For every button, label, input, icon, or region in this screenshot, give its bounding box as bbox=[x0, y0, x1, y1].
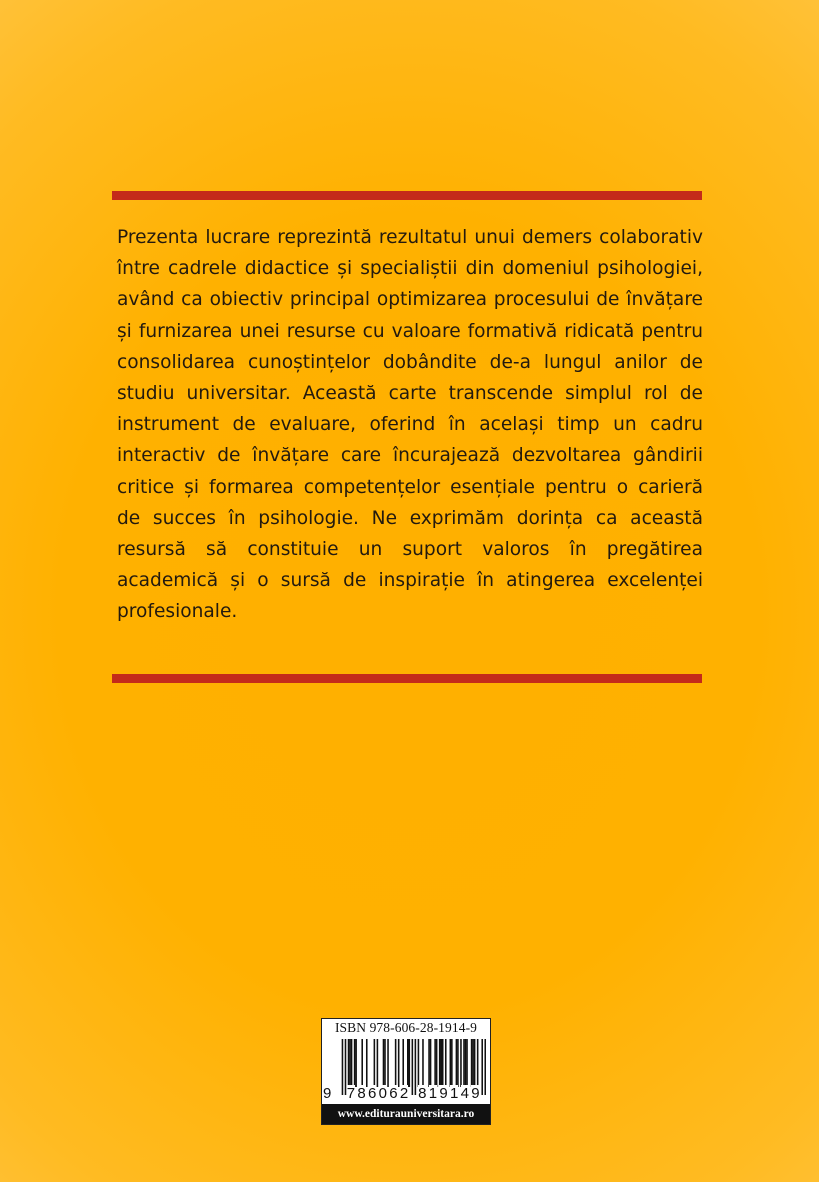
barcode-bar bbox=[349, 1039, 351, 1087]
barcode-bar bbox=[460, 1039, 462, 1087]
barcode-bar bbox=[439, 1039, 441, 1087]
barcode-bar bbox=[445, 1039, 447, 1087]
barcode-bar bbox=[348, 1039, 350, 1087]
ean-digit: 8 bbox=[357, 1085, 366, 1102]
ean-digit: 6 bbox=[368, 1085, 377, 1102]
ean-digit: 9 bbox=[323, 1085, 332, 1102]
barcode-bar bbox=[361, 1039, 363, 1087]
ean-digit: 1 bbox=[450, 1085, 459, 1102]
barcode-bar bbox=[466, 1039, 468, 1087]
ean-digit: 2 bbox=[399, 1085, 409, 1102]
ean-digit: 8 bbox=[418, 1085, 427, 1102]
barcode-bar bbox=[402, 1039, 404, 1087]
barcode-bar bbox=[374, 1039, 376, 1087]
bottom-red-rule bbox=[112, 674, 702, 683]
top-red-rule bbox=[112, 191, 702, 200]
barcode-bar bbox=[474, 1039, 476, 1087]
barcode-bar bbox=[471, 1039, 473, 1087]
barcode-bar bbox=[377, 1039, 379, 1087]
publisher-url: www.editurauniversitara.ro bbox=[322, 1104, 490, 1124]
barcode-bar bbox=[450, 1039, 452, 1087]
barcode-bar bbox=[354, 1039, 356, 1087]
barcode-bar bbox=[430, 1039, 432, 1087]
barcode-bar bbox=[428, 1039, 430, 1087]
ean-digit: 9 bbox=[439, 1085, 448, 1102]
barcode-bar bbox=[456, 1039, 458, 1087]
barcode-bar bbox=[440, 1039, 442, 1087]
barcode-bar bbox=[434, 1039, 436, 1087]
barcode-bar bbox=[442, 1039, 444, 1087]
barcode-bar bbox=[407, 1039, 409, 1087]
back-cover-blurb: Prezenta lucrare reprezintă rezultatul unui demers colaborativ între cadrele didactice și specialiștii din domeniul psihologiei, având ca obiectiv principal optimizarea procesului de învățare și furnizarea unei resurse cu valoare formativă ridicată pentru consolidarea cunoștințelor dobândite de-a lungul anilor de studiu universitar. Această carte transcende simplul rol de instrument de evaluare, oferind în același timp un cadru interactiv de învățare care încurajează dezvoltarea gândirii critice și formarea competențelor esențiale pentru o carieră de succes în psihologie. Ne exprimăm dorința ca această resursă să constituie un suport valoros în pregătirea academică și o sursă de inspirație în atingerea excelenței profesionale. bbox=[117, 227, 703, 623]
barcode-bar bbox=[472, 1039, 474, 1087]
isbn-barcode-block bbox=[321, 1018, 491, 1125]
ean-digit: 7 bbox=[346, 1085, 356, 1102]
barcode-bar bbox=[395, 1039, 397, 1087]
ean-digit: 6 bbox=[389, 1085, 398, 1102]
ean-digit: 1 bbox=[428, 1085, 438, 1102]
barcode-bar bbox=[436, 1039, 438, 1087]
barcode-bar bbox=[465, 1039, 467, 1087]
barcode-bar bbox=[398, 1039, 400, 1087]
barcode-bar bbox=[418, 1039, 420, 1087]
barcode-bar bbox=[451, 1039, 453, 1087]
barcode-bar bbox=[351, 1039, 353, 1087]
barcode-bar bbox=[463, 1039, 465, 1087]
isbn-label: ISBN 978-606-28-1914-9 bbox=[334, 1020, 478, 1035]
ean-digits bbox=[322, 1085, 490, 1103]
barcode-bar bbox=[355, 1039, 357, 1087]
barcode-bar bbox=[384, 1039, 386, 1087]
barcode-bar bbox=[387, 1039, 389, 1087]
barcode-bar bbox=[383, 1039, 385, 1087]
ean-digit: 9 bbox=[471, 1085, 480, 1102]
barcode-bar bbox=[477, 1039, 479, 1087]
barcode-bar bbox=[366, 1039, 368, 1087]
ean-digit: 4 bbox=[460, 1085, 469, 1102]
barcode-bar bbox=[409, 1039, 411, 1087]
barcode-bar bbox=[422, 1039, 424, 1087]
ean-digit: 0 bbox=[378, 1085, 387, 1102]
barcode-bar bbox=[457, 1039, 459, 1087]
